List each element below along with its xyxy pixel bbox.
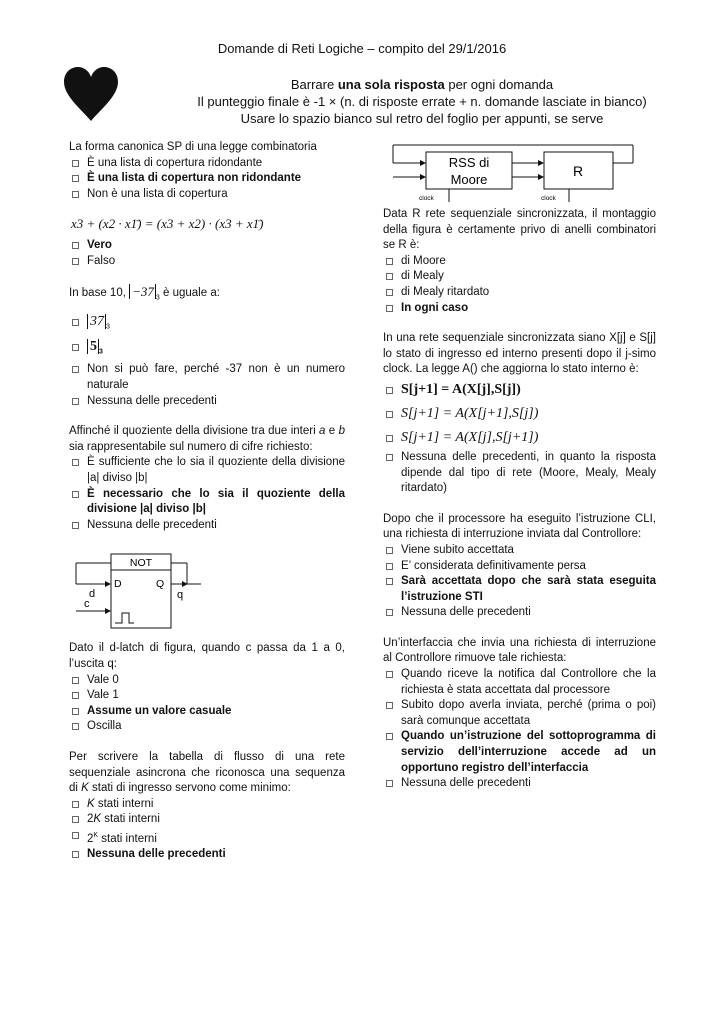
checkbox-icon[interactable] xyxy=(386,563,393,570)
checkbox-icon[interactable] xyxy=(72,175,79,182)
answer-option[interactable]: di Moore xyxy=(383,254,656,270)
answer-option[interactable]: Nessuna delle precedenti xyxy=(69,518,345,534)
answer-option[interactable]: Non è una lista di copertura xyxy=(69,187,345,203)
question-10 xyxy=(383,636,656,792)
not-label: NOT xyxy=(129,557,153,570)
answer-option[interactable]: Quando un’istruzione del sottoprogramma di servizio dell’interruzione accede ad un opportuno registro dell’interfaccia xyxy=(383,729,656,776)
answer-option[interactable]: Non si può fare, perché -37 non è un numero naturale xyxy=(69,362,345,393)
answer-option[interactable]: Quando riceve la notifica dal Controllore che la richiesta è stata accettata dal processore xyxy=(383,667,656,698)
answer-option[interactable]: S[j+1] = A(X[j],S[j]) xyxy=(383,378,656,402)
arrow-icon xyxy=(105,581,111,587)
d-input-label: D xyxy=(114,578,122,591)
svg-text:Moore: Moore xyxy=(450,172,488,187)
checkbox-icon[interactable] xyxy=(386,671,393,678)
checkbox-icon[interactable] xyxy=(72,708,79,715)
answer-option[interactable]: Subito dopo averla inviata, perché (prima o poi) sarà comunque accettata xyxy=(383,698,656,729)
absolute-value-expr: −37 xyxy=(129,284,156,299)
question-4 xyxy=(69,424,345,533)
answer-option[interactable]: È una lista di copertura ridondante xyxy=(69,156,345,172)
question-3 xyxy=(69,283,345,410)
clock-pulse-icon xyxy=(115,613,134,623)
checkbox-icon[interactable] xyxy=(386,454,393,461)
answer-option[interactable]: È necessario che lo sia il quoziente della divisione |a| diviso |b| xyxy=(69,487,345,518)
rss-circuit-diagram xyxy=(383,140,656,206)
checkbox-icon[interactable] xyxy=(386,547,393,554)
answer-option[interactable]: Sarà accettata dopo che sarà stata eseguita l’istruzione STI xyxy=(383,574,656,605)
instructions xyxy=(130,76,714,127)
answer-option[interactable]: È una lista di copertura non ridondante xyxy=(69,171,345,187)
checkbox-icon[interactable] xyxy=(72,344,79,351)
checkbox-icon[interactable] xyxy=(72,832,79,839)
answer-option[interactable]: Nessuna delle precedenti xyxy=(69,394,345,410)
checkbox-icon[interactable] xyxy=(386,387,393,394)
arrow-icon xyxy=(538,160,544,166)
arrow-icon xyxy=(105,608,111,614)
checkbox-icon[interactable] xyxy=(386,702,393,709)
answer-option[interactable]: Viene subito accettata xyxy=(383,543,656,559)
instruction-line-3: Usare lo spazio bianco sul retro del foglio per appunti, se serve xyxy=(240,111,604,126)
answer-option[interactable]: Vale 1 xyxy=(69,688,345,704)
instruction-line-1: Barrare una sola risposta per ogni domanda xyxy=(290,77,554,92)
question-text: Dato il d-latch di figura, quando c passa da 1 a 0, l’uscita q: xyxy=(69,642,345,670)
question-9 xyxy=(383,512,656,621)
question-text: La forma canonica SP di una legge combinatoria xyxy=(69,141,317,153)
answer-option[interactable]: Vale 0 xyxy=(69,673,345,689)
answer-option[interactable]: Falso xyxy=(69,254,345,270)
checkbox-icon[interactable] xyxy=(72,160,79,167)
checkbox-icon[interactable] xyxy=(72,258,79,265)
answer-option[interactable]: Oscilla xyxy=(69,719,345,735)
answer-option[interactable]: Nessuna delle precedenti, in quanto la risposta dipende dal tipo di rete (Moore, Mealy, Mealy ritardato) xyxy=(383,450,656,497)
question-7 xyxy=(383,207,656,316)
checkbox-icon[interactable] xyxy=(72,723,79,730)
d-signal-label: d xyxy=(89,588,96,601)
clock-label: clock xyxy=(419,195,434,202)
answer-option[interactable]: Nessuna delle precedenti xyxy=(383,776,656,792)
checkbox-icon[interactable] xyxy=(72,366,79,373)
checkbox-icon[interactable] xyxy=(72,191,79,198)
answer-option[interactable]: 37 $_3$ xyxy=(69,312,345,337)
checkbox-icon[interactable] xyxy=(72,851,79,858)
question-text: Dopo che il processore ha eseguito l’istruzione CLI, una richiesta di interruzione inviata dal Controllore: xyxy=(383,512,656,541)
answer-option[interactable]: di Mealy xyxy=(383,269,656,285)
checkbox-icon[interactable] xyxy=(72,692,79,699)
clock-label: clock xyxy=(541,195,556,202)
checkbox-icon[interactable] xyxy=(72,816,79,823)
boolean-formula: x3 + (x2 · x1̄) = (x3 + x2) · (x3 + x1̄) xyxy=(71,216,264,232)
checkbox-icon[interactable] xyxy=(72,459,79,466)
answer-option[interactable]: Nessuna delle precedenti xyxy=(69,847,345,863)
answer-option[interactable]: K stati interni xyxy=(69,797,345,813)
right-column xyxy=(383,140,656,792)
checkbox-icon[interactable] xyxy=(72,398,79,405)
checkbox-icon[interactable] xyxy=(72,801,79,808)
arrow-icon xyxy=(538,174,544,180)
checkbox-icon[interactable] xyxy=(72,491,79,498)
left-column xyxy=(69,140,345,863)
checkbox-icon[interactable] xyxy=(72,522,79,529)
checkbox-icon[interactable] xyxy=(386,733,393,740)
answer-option[interactable]: S[j+1] = A(X[j],S[j+1]) xyxy=(383,426,656,450)
question-text: Un’interfaccia che invia una richiesta di interruzione al Controllore rimuove tale richiesta: xyxy=(383,636,656,665)
answer-option[interactable]: 2K stati interni xyxy=(69,812,345,828)
question-text: Affinché il quoziente della divisione tra due interi a e b sia rappresentabile sul numero di cifre richiesto: xyxy=(69,425,345,453)
answer-option[interactable]: E’ considerata definitivamente persa xyxy=(383,559,656,575)
checkbox-icon[interactable] xyxy=(72,319,79,326)
checkbox-icon[interactable] xyxy=(386,411,393,418)
checkbox-icon[interactable] xyxy=(386,305,393,312)
question-2 xyxy=(69,212,345,269)
instruction-line-2: Il punteggio finale è -1 × (n. di risposte errate + n. domande lasciate in bianco) xyxy=(197,94,647,109)
q-output-label: Q xyxy=(156,578,165,591)
question-6 xyxy=(69,750,345,863)
answer-option[interactable]: S[j+1] = A(X[j+1],S[j]) xyxy=(383,402,656,426)
d-latch-diagram xyxy=(69,543,345,635)
svg-text:R: R xyxy=(572,163,584,179)
page-title: Domande di Reti Logiche – compito del 29/1/2016 xyxy=(217,41,507,56)
svg-text:RSS di: RSS di xyxy=(448,155,490,170)
answer-option[interactable]: Assume un valore casuale xyxy=(69,704,345,720)
checkbox-icon[interactable] xyxy=(72,677,79,684)
answer-option[interactable]: di Mealy ritardato xyxy=(383,285,656,301)
checkbox-icon[interactable] xyxy=(386,273,393,280)
answer-option[interactable]: Nessuna delle precedenti xyxy=(383,605,656,621)
checkbox-icon[interactable] xyxy=(386,435,393,442)
checkbox-icon[interactable] xyxy=(386,258,393,265)
arrow-icon xyxy=(420,174,426,180)
question-5 xyxy=(69,641,345,735)
c-signal-label: c xyxy=(84,598,90,611)
checkbox-icon[interactable] xyxy=(386,578,393,585)
heart-icon xyxy=(62,66,120,122)
checkbox-icon[interactable] xyxy=(386,609,393,616)
checkbox-icon[interactable] xyxy=(72,242,79,249)
question-text: Per scrivere la tabella di flusso di una rete sequenziale asincrona che riconosca una sequenza di K stati di ingresso servono come minimo: xyxy=(69,750,345,795)
answer-option[interactable]: È sufficiente che lo sia il quoziente della divisione |a| diviso |b| xyxy=(69,455,345,486)
arrow-icon xyxy=(420,160,426,166)
question-text: In una rete sequenziale sincronizzata siano X[j] e S[j] lo stato di ingresso ed interno presenti dopo il j-simo clock. La legge A() che aggiorna lo stato interno è: xyxy=(383,332,656,376)
checkbox-icon[interactable] xyxy=(386,780,393,787)
answer-option[interactable]: In ogni caso xyxy=(383,301,656,317)
checkbox-icon[interactable] xyxy=(386,289,393,296)
answer-option[interactable]: 5 $_3$ xyxy=(69,337,345,362)
answer-option[interactable]: Vero xyxy=(69,238,345,254)
question-text: Data R rete sequenziale sincronizzata, il montaggio della figura è certamente privo di anelli combinatori se R è: xyxy=(383,208,656,252)
q-signal-label: q xyxy=(177,589,184,602)
answer-option[interactable]: $2^K$ stati interni xyxy=(69,828,345,847)
question-8 xyxy=(383,331,656,497)
question-1 xyxy=(69,140,345,202)
question-text: In base 10, −37 $_3$ è uguale a: xyxy=(69,283,220,301)
